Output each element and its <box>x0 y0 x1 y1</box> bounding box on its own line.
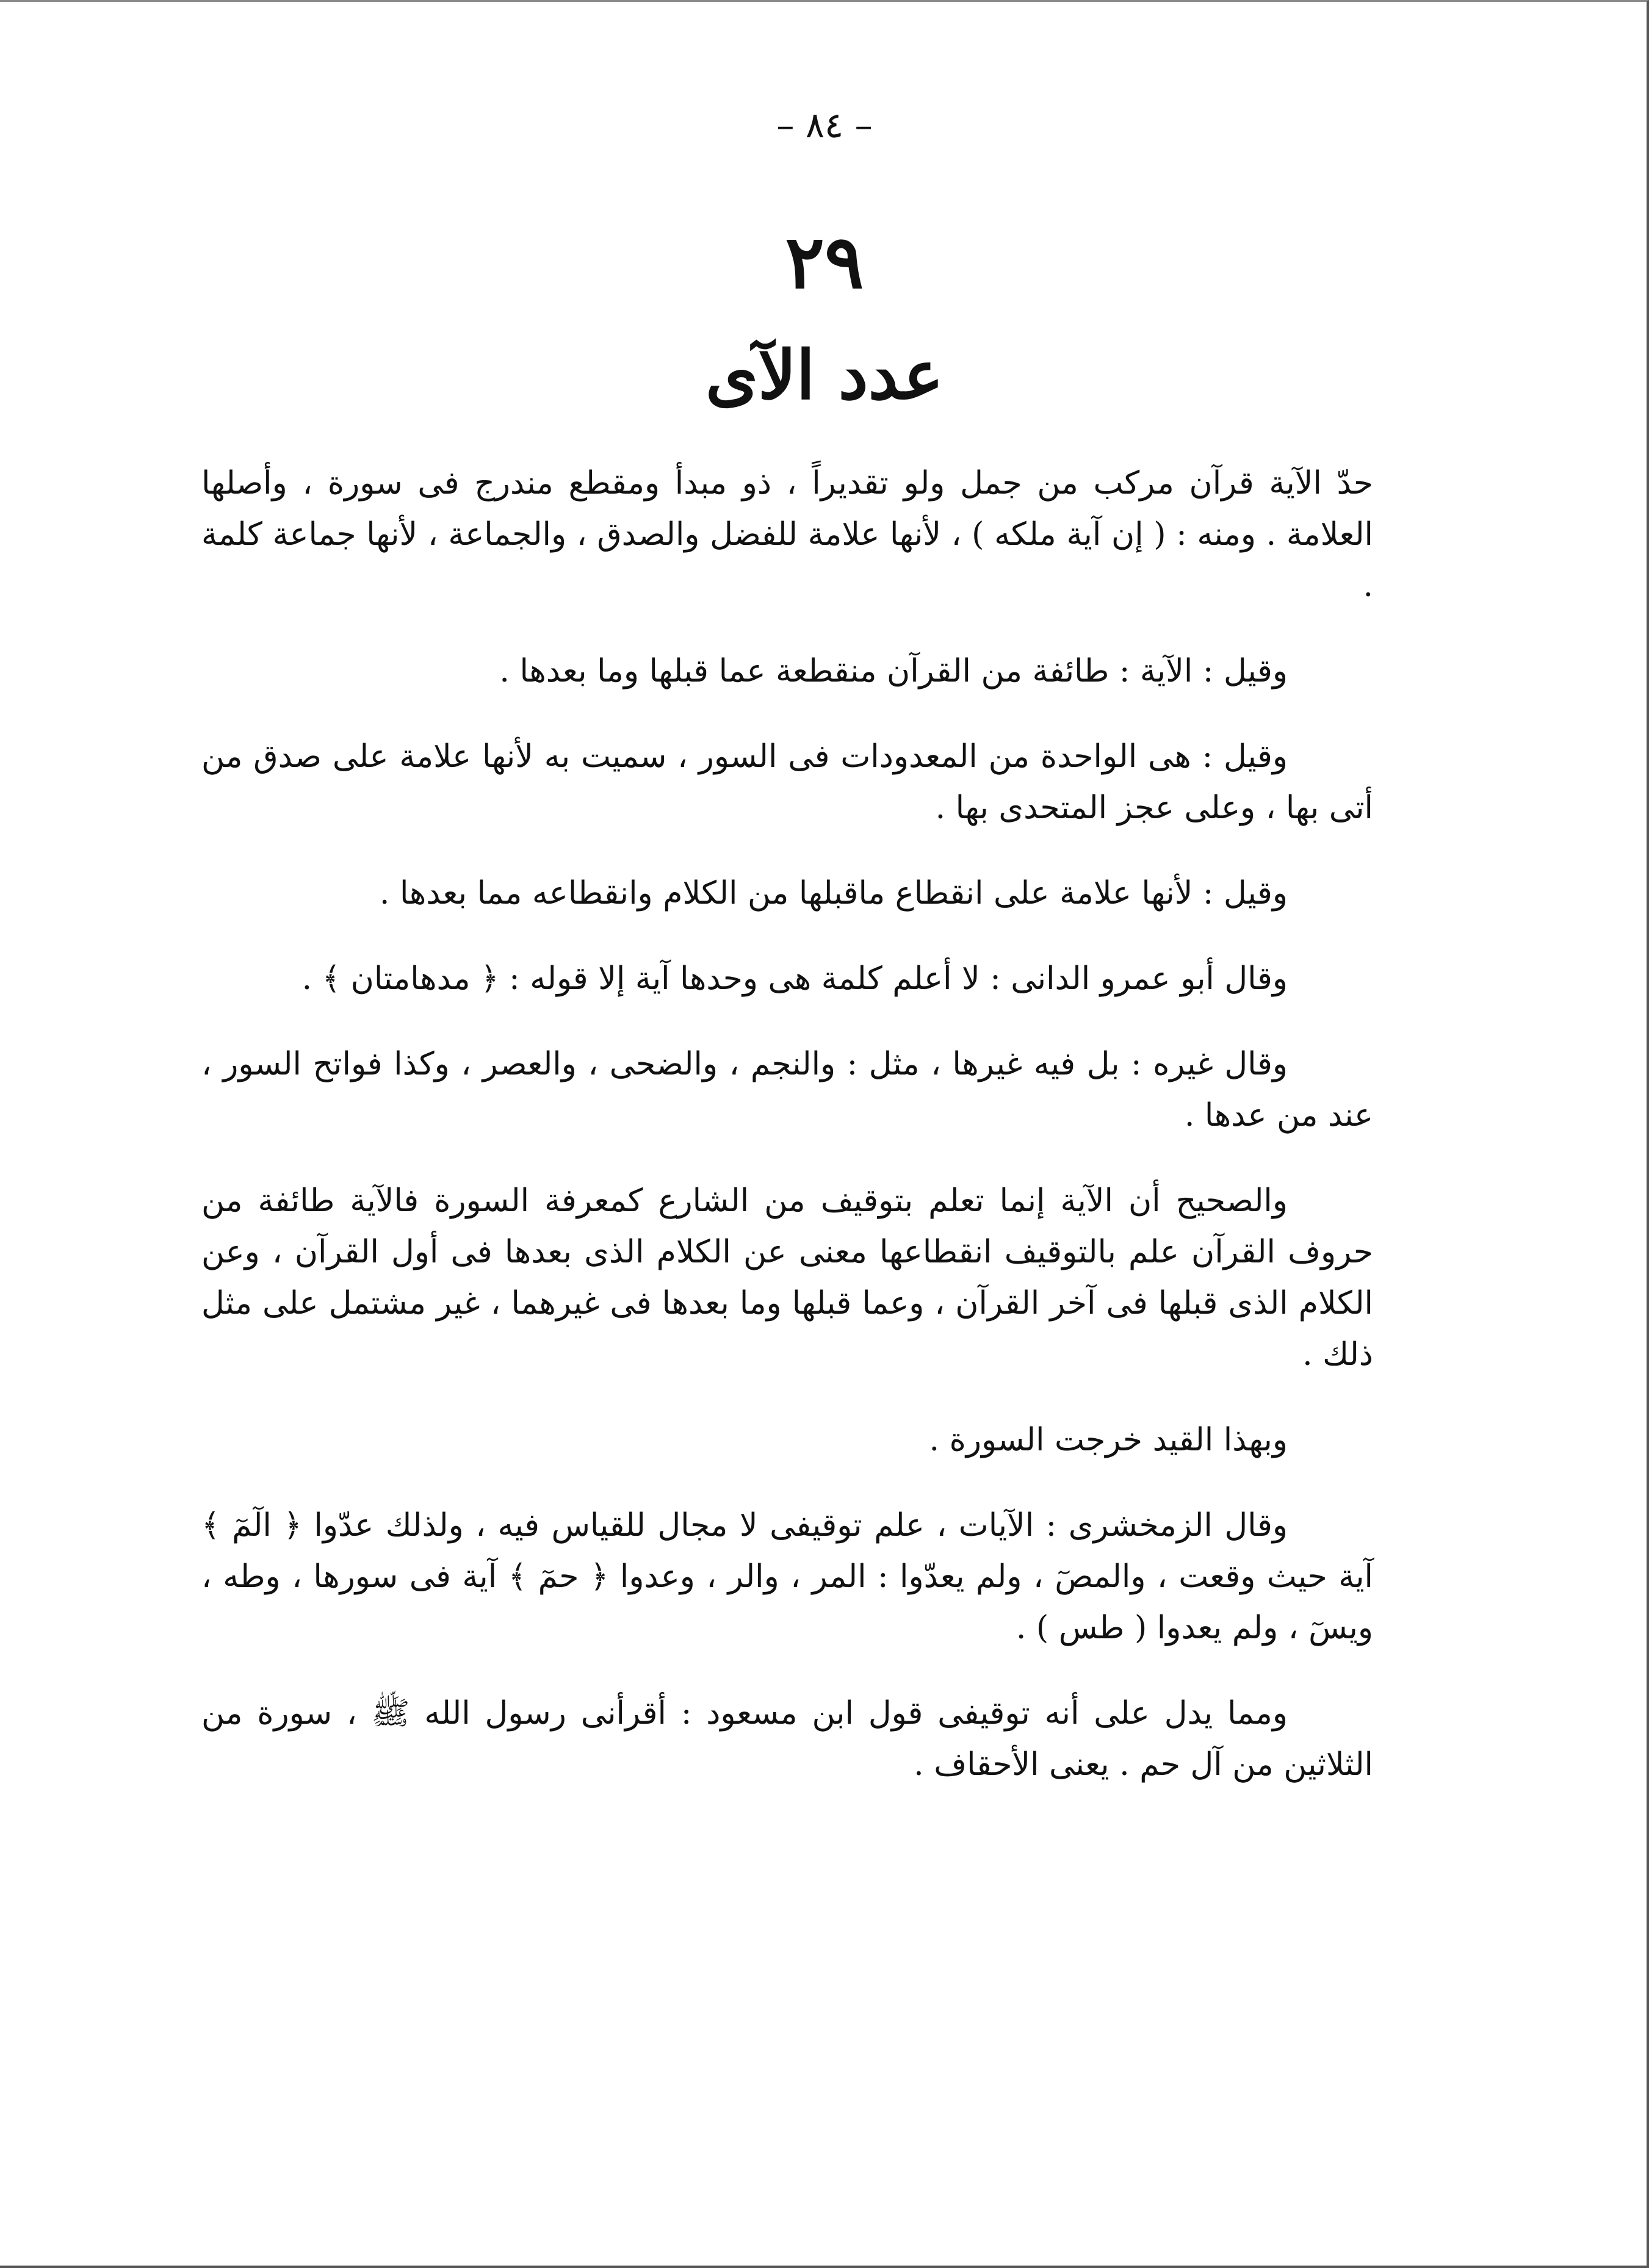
paragraph-other-view: وقال غيره : بل فيه غيرها ، مثل : والنجم ، والضحى ، والعصر ، وكذا فواتح السور ، عند من عدها . <box>201 1046 1373 1134</box>
paragraph-dani-quote: وقال أبو عمرو الدانى : لا أعلم كلمة هى وحدها آية إلا قوله : ﴿ مدهامتان ﴾ . <box>301 960 1288 997</box>
paragraph-opinion-3: وقيل : لأنها علامة على انقطاع ماقبلها من الكلام وانقطاعه مما بعدها . <box>379 875 1288 912</box>
paragraph-constraint: وبهذا القيد خرجت السورة . <box>929 1422 1288 1458</box>
paragraph-ibn-masud: ومما يدل على أنه توقيفى قول ابن مسعود : أقرأنى رسول الله ﷺ ، سورة من الثلاثين من آل حم . يعنى الأحقاف . <box>201 1695 1373 1783</box>
chapter-title: عدد الآى <box>705 336 944 414</box>
paragraph-zamakhshari: وقال الزمخشرى : الآيات ، علم توقيفى لا مجال للقياس فيه ، ولذلك عدّوا ﴿ الٓمٓ ﴾ آية حيث وقعت ، والمصٓ ، ولم يعدّوا : المر ، والر ، وعدوا ﴿ حمٓ ﴾ آية فى سورها ، وطه ، ويسٓ ، ولم يعدوا ( طس ) . <box>201 1507 1373 1646</box>
paragraph-opinion-1: وقيل : الآية : طائفة من القرآن منقطعة عما قبلها وما بعدها . <box>499 653 1288 689</box>
paragraph-opinion-2: وقيل : هى الواحدة من المعدودات فى السور ، سميت به لأنها علامة على صدق من أتى بها ، وعلى عجز المتحدى بها . <box>201 738 1373 826</box>
paragraph-correct-view: والصحيح أن الآية إنما تعلم بتوقيف من الشارع كمعرفة السورة فالآية طائفة من حروف القرآن علم بالتوقيف انقطاعها معنى عن الكلام الذى بعدها فى أول القرآن ، وعن الكلام الذى قبلها فى آخر القرآن ، وعما قبلها وما بعدها فى غيرهما ، غير مشتمل على مثل ذلك . <box>201 1183 1373 1373</box>
paragraph-definition: حدّ الآية قرآن مركب من جمل ولو تقديراً ، ذو مبدأ ومقطع مندرج فى سورة ، وأصلها العلامة . ومنه : ( إن آية ملكه ) ، لأنها علامة للفضل والصدق ، والجماعة ، لأنها جماعة كلمة . <box>201 465 1373 604</box>
page-number: – ٨٤ – <box>776 104 873 146</box>
body-text <box>201 458 1373 1824</box>
chapter-number: ٢٩ <box>785 219 864 305</box>
